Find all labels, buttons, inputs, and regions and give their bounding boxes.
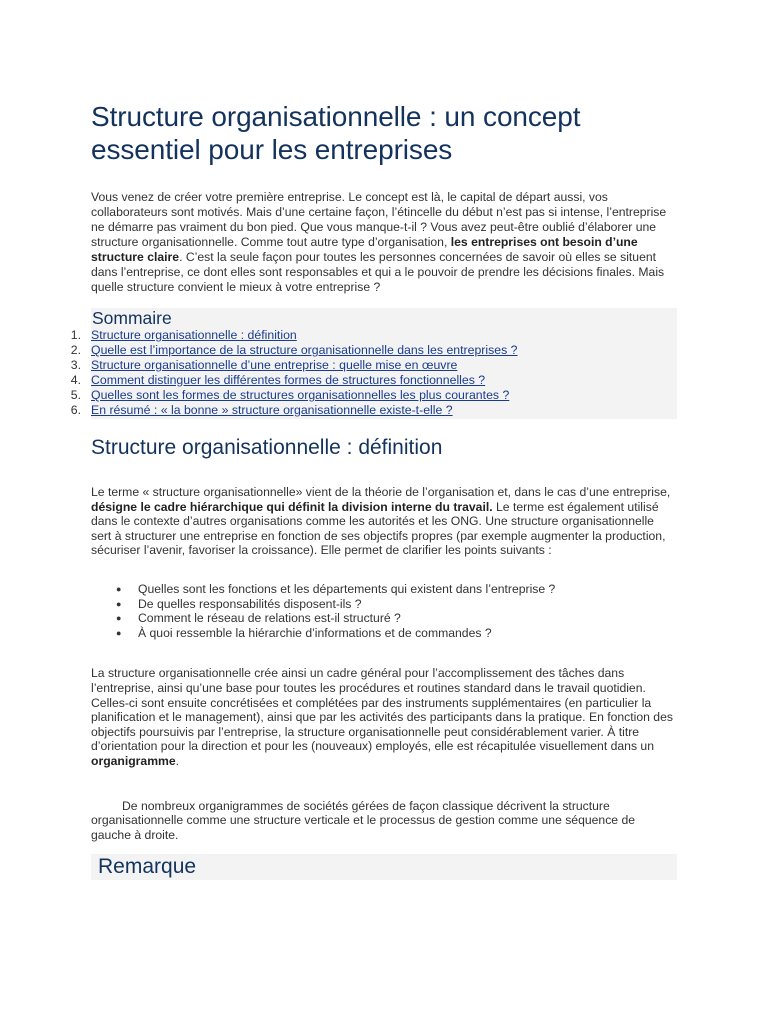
intro-paragraph [91,190,677,295]
toc-item [70,388,677,403]
list-item-text: Quelles sont les fonctions et les départements qui existent dans l’entreprise ? [138,581,556,596]
list-item [91,597,677,612]
toc-item [70,403,677,418]
toc-link[interactable]: Quelle est l’importance de la structure organisationnelle dans les entreprises ? [91,343,518,357]
bullet-icon: ● [116,583,122,594]
list-item-text: Comment le réseau de relations est-il structuré ? [138,611,401,626]
table-of-contents [70,308,677,419]
bullet-icon: ● [116,598,122,609]
toc-link[interactable]: En résumé : « la bonne » structure organisationnelle existe-t-elle ? [91,403,453,417]
definition-text-2: Le terme est également utilisé dans le contexte d’autres organisations comme les autorités et les ONG. Une structure organisationnelle sert à structurer une entreprise en fonction de ses objectifs propres (par exemple augmenter la production, sécuriser l’avenir, favoriser la croissance). Elle permet de clarifier les points suivants : [91,499,666,558]
list-item [91,611,677,626]
toc-item-number: 4. [70,373,81,387]
intro-text-2: . C’est la seule façon pour toutes les personnes concernées de savoir où elles se situent dans l’entreprise, ce dont elles sont responsables et qui a le pouvoir de prendre les décisions finales. Mais quelle structure convient le mieux à votre entreprise ? [91,250,665,294]
page-title: Structure organisationnelle : un concept essentiel pour les entreprises [91,101,581,165]
definition-paragraph [91,485,677,558]
intro-text-1: Vous venez de créer votre première entreprise. Le concept est là, le capital de départ aussi, vos collaborateurs sont motivés. Mais d’une certaine façon, l’étincelle du début n’est pas si intense, l’entreprise ne démarre pas vraiment du bon pied. Que vous manque-t-il ? Vous avez peut-être oublié d’élaborer une structure organisationnelle. Comme tout autre type d’organisation, [91,190,667,249]
toc-item [70,328,677,343]
framework-bold: organigramme [91,753,176,768]
definition-text-1: Le terme « structure organisationnelle» vient de la théorie de l’organisation et, dans le cas d’une entreprise, [91,485,671,499]
toc-item-number: 6. [70,403,81,417]
framework-text-1: La structure organisationnelle crée ainsi un cadre général pour l’accomplissement des tâches dans l’entreprise, ainsi qu’une base pour toutes les procédures et routines standard dans le travail quotidien. Celles-ci sont ensuite concrétisées et complétées par des instruments supplémentaires (en particulier la planification et le management), ainsi que par les activités des participants dans la pratique. En fonction des objectifs poursuivis par l’entreprise, la structure organisationnelle peut considérablement varier. À titre d’orientation pour la direction et pour les (nouveaux) employés, elle est récapitulée visuellement dans un [91,666,673,754]
document-page [70,100,677,880]
toc-title: Sommaire [92,308,172,328]
toc-item-number: 3. [70,358,81,372]
list-item [91,626,677,641]
framework-paragraph [91,666,677,768]
list-item [91,582,677,597]
definition-bold: désigne le cadre hiérarchique qui définit la division interne du travail. [91,499,493,514]
remarque-box [91,854,677,880]
toc-item-number: 1. [70,328,81,342]
section-heading-definition: Structure organisationnelle : définition [91,436,443,459]
toc-item [70,358,677,373]
bullet-icon: ● [116,627,122,638]
list-item-text: De quelles responsabilités disposent-ils ? [138,596,362,611]
toc-item-number: 5. [70,388,81,402]
toc-list [70,328,677,418]
toc-item [70,343,677,358]
bullet-list [91,582,677,640]
intro-bold: les entreprises ont besoin d’une structure claire [91,235,638,264]
organigram-paragraph: De nombreux organigrammes de sociétés gérées de façon classique décrivent la structure organisationnelle comme une structure verticale et le processus de gestion comme une séquence de gauche à droite. [91,798,636,842]
remarque-heading: Remarque [98,855,197,879]
toc-item-number: 2. [70,343,81,357]
toc-link[interactable]: Quelles sont les formes de structures organisationnelles les plus courantes ? [91,388,510,402]
bullet-icon: ● [116,613,122,624]
framework-text-2: . [175,753,180,768]
toc-link[interactable]: Comment distinguer les différentes formes de structures fonctionnelles ? [91,373,486,387]
toc-link[interactable]: Structure organisationnelle d’une entreprise : quelle mise en œuvre [91,358,458,372]
toc-item [70,373,677,388]
list-item-text: À quoi ressemble la hiérarchie d’informations et de commandes ? [138,625,492,640]
toc-link[interactable]: Structure organisationnelle : définition [91,328,297,342]
